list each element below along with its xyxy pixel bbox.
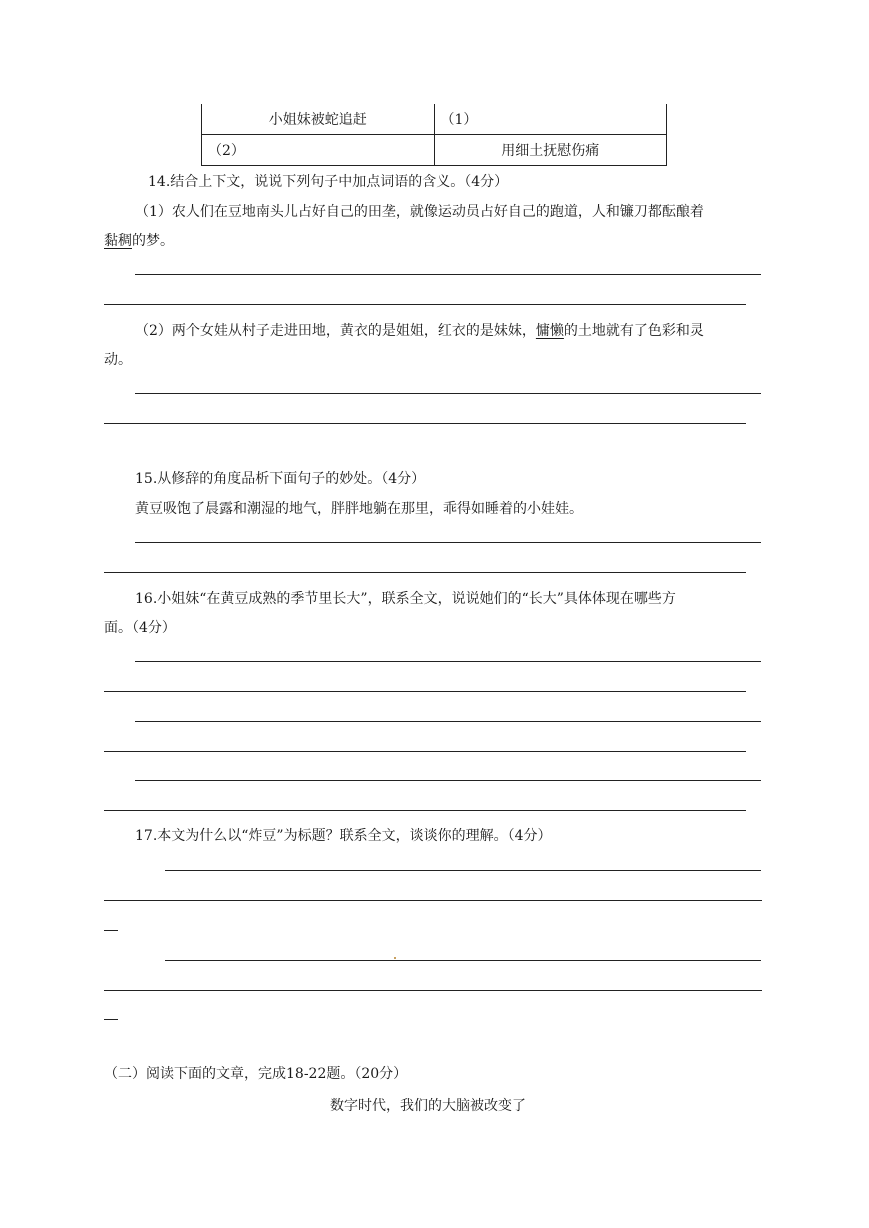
answer-line bbox=[135, 661, 761, 662]
table-cell: 小姐妹被蛇追赶 bbox=[202, 104, 435, 135]
q14-item2-end: 动。 bbox=[104, 352, 132, 368]
answer-line bbox=[104, 810, 746, 811]
q16-line1: 16.小姐妹“在黄豆成熟的季节里长大”，联系全文，说说她们的“长大”具体体现在哪些方 bbox=[135, 591, 676, 607]
answer-line bbox=[135, 274, 761, 275]
answer-line bbox=[104, 572, 746, 573]
speck-mark bbox=[394, 957, 396, 959]
answer-line bbox=[104, 304, 746, 305]
q14-item1-continuation bbox=[104, 230, 174, 250]
answer-line bbox=[104, 691, 746, 692]
q14-item2-keyword: 慵懒 bbox=[535, 323, 564, 339]
section2-heading: （二）阅读下面的文章，完成18-22题。（20分） bbox=[104, 1066, 408, 1082]
q15-title: 15.从修辞的角度品析下面句子的妙处。（4分） bbox=[135, 471, 426, 487]
table-cell: （2） bbox=[202, 135, 435, 166]
q14-item1-keyword: 黏稠 bbox=[104, 233, 132, 249]
answer-line bbox=[104, 751, 746, 752]
answer-line bbox=[135, 721, 761, 722]
answer-line bbox=[135, 542, 761, 543]
q14-item1-text: （1）农人们在豆地南头儿占好自己的田垄，就像运动员占好自己的跑道，人和镰刀都酝酿着 bbox=[135, 204, 704, 220]
answer-line bbox=[135, 393, 761, 394]
q14-item2-part1: （2）两个女娃从村子走进田地，黄衣的是姐姐，红衣的是妹妹， bbox=[135, 323, 536, 339]
answer-line bbox=[165, 960, 761, 961]
answer-line bbox=[104, 900, 762, 901]
article-title: 数字时代，我们的大脑被改变了 bbox=[330, 1098, 526, 1114]
answer-line bbox=[104, 423, 746, 424]
q14-title: 14.结合上下文，说说下列句子中加点词语的含义。（4分） bbox=[148, 174, 509, 190]
table-cell: （1） bbox=[434, 104, 667, 135]
table-row bbox=[202, 135, 667, 166]
answer-line bbox=[135, 780, 761, 781]
answer-line bbox=[104, 930, 118, 931]
q14-item1-end: 的梦。 bbox=[132, 233, 174, 249]
q15-sentence: 黄豆吸饱了晨露和潮湿的地气，胖胖地躺在那里，乖得如睡着的小娃娃。 bbox=[135, 501, 583, 517]
table-row bbox=[202, 104, 667, 135]
answer-table bbox=[201, 104, 667, 166]
answer-line bbox=[104, 1019, 118, 1020]
q14-item2-text bbox=[135, 320, 704, 340]
table-cell: 用细土抚慰伤痛 bbox=[434, 135, 667, 166]
q16-line2: 面。（4分） bbox=[104, 620, 176, 636]
answer-line bbox=[104, 990, 762, 991]
q14-item2-part2: 的土地就有了色彩和灵 bbox=[563, 323, 704, 339]
answer-line bbox=[165, 870, 761, 871]
q17-title: 17.本文为什么以“炸豆”为标题？联系全文，谈谈你的理解。（4分） bbox=[135, 828, 552, 844]
